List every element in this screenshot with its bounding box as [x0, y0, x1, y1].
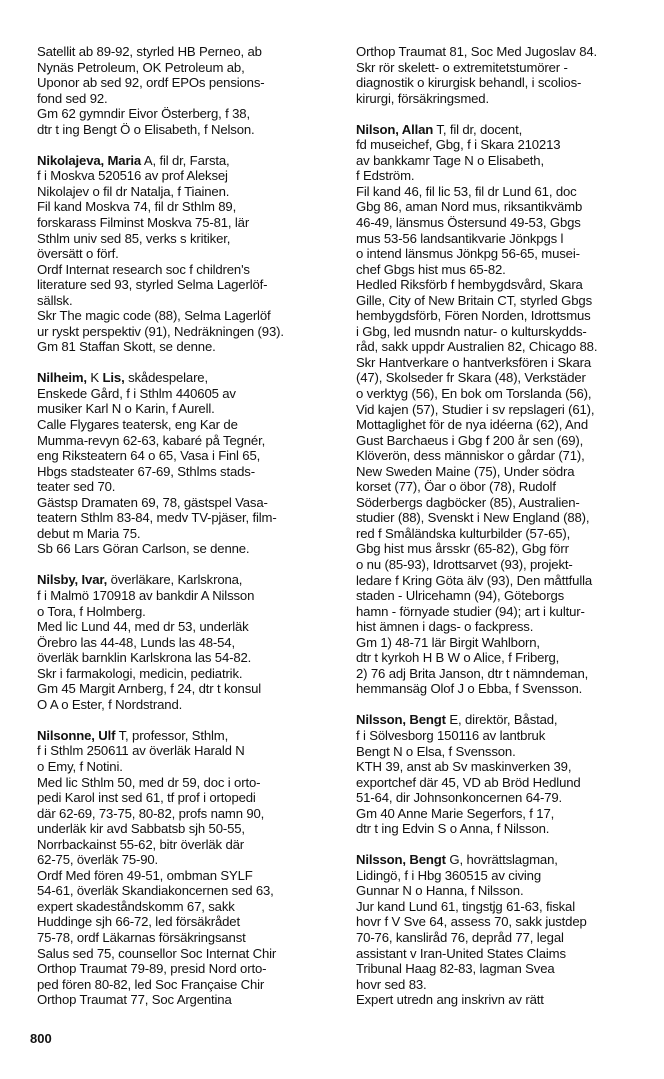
- entry-text-line: ped fören 80-82, led Soc Française Chir: [37, 976, 265, 992]
- entry-text-line: pedi Karol inst sed 61, tf prof i ortopedi: [37, 790, 256, 806]
- entry-lead-part: skådespelare,: [124, 370, 208, 386]
- entry-text-line: staden - Ulricehamn (94), Göteborgs: [356, 588, 565, 604]
- entry-text-line: Orthop Traumat 79-89, presid Nord orto-: [37, 961, 267, 977]
- entry-text-line: Mottaglighet för de nya idéerna (62), And: [356, 417, 588, 433]
- entry-text-line: Gille, City of New Britain CT, styrled Gbgs: [356, 292, 592, 308]
- entry-lead: K: [86, 370, 103, 386]
- entry-text-line: f i Moskva 520516 av prof Aleksej: [37, 168, 228, 184]
- entry-header-line: [356, 122, 656, 138]
- entry-text-line: o Emy, f Notini.: [37, 758, 123, 774]
- biography-entry: [37, 370, 329, 557]
- entry-text-line: Jur kand Lund 61, tingstjg 61-63, fiskal: [356, 898, 575, 914]
- entry-text-line: Fil kand 46, fil lic 53, fil dr Lund 61, doc: [356, 183, 577, 199]
- entry-text-line: Skr Hantverkare o hantverksfören i Skara: [356, 354, 592, 370]
- entry-text-line: Klöverön, dess människor o gårdar (71),: [356, 448, 585, 464]
- entry-text-line: Nikolajev o fil dr Natalja, f Tiainen.: [37, 183, 230, 199]
- entry-header-line: [356, 712, 656, 728]
- entry-text-line: assistant v Iran-United States Claims: [356, 945, 566, 961]
- entry-text-line: hemmansäg Olof J o Ebba, f Svensson.: [356, 681, 583, 697]
- entry-text-line: korset (77), Öar o öbor (78), Rudolf: [356, 479, 556, 495]
- entry-text-line: Ordf Internat research soc f children's: [37, 261, 250, 277]
- entry-text-line: Gm 81 Staffan Skott, se denne.: [37, 339, 216, 355]
- entry-text-line: Calle Flygares teatersk, eng Kar de: [37, 417, 238, 433]
- entry-text-line: 46-49, länsmus Östersund 49-53, Gbgs: [356, 214, 581, 230]
- entry-text-line: Orthop Traumat 81, Soc Med Jugoslav 84.: [356, 44, 598, 59]
- entry-text-line: Tribunal Haag 82-83, lagman Svea: [356, 961, 555, 977]
- entry-name: Nilsson, Bengt: [356, 712, 446, 728]
- entry-text-line: överläk barnklin Karlskrona las 54-82.: [37, 650, 252, 666]
- entry-name-part: Lis,: [102, 370, 125, 386]
- entry-header-line: [37, 153, 329, 169]
- entry-text-line: mus 53-56 landsantikvarie Jönkpgs l: [356, 230, 564, 246]
- entry-text-line: 51-64, dir Johnsonkoncernen 64-79.: [356, 790, 563, 806]
- entry-text-line: Gm 1) 48-71 lär Birgit Wahlborn,: [356, 634, 540, 650]
- entry-text-line: råd, sakk uppdr Australien 82, Chicago 88.: [356, 339, 598, 355]
- entry-text-line: New Sweden Maine (75), Under södra: [356, 463, 575, 479]
- entry-text-line: f i Sthlm 250611 av överläk Harald N: [37, 743, 245, 759]
- entry-text-line: Skr The magic code (88), Selma Lagerlöf: [37, 308, 271, 324]
- entry-text-line: teatern Sthlm 83-84, medv TV-pjäser, film-: [37, 510, 277, 526]
- entry-text-line: Satellit ab 89-92, styrled HB Perneo, ab: [37, 44, 262, 59]
- entry-text-line: 75-78, ordf Läkarnas försäkringsanst: [37, 929, 246, 945]
- entry-text-line: Ordf Med fören 49-51, ombman SYLF: [37, 867, 253, 883]
- entry-text-line: Skr rör skelett- o extremitetstumörer -: [356, 59, 568, 75]
- entry-name: Nilson, Allan: [356, 121, 434, 137]
- entry-header-line: [37, 572, 329, 588]
- entry-text-line: f Edström.: [356, 168, 415, 184]
- entry-text-line: (47), Skolseder fr Skara (48), Verkstäder: [356, 370, 586, 386]
- entry-text-line: översätt o förf.: [37, 246, 119, 262]
- entry-header-line: [356, 852, 656, 868]
- entry-text-line: Uponor ab sed 92, ordf EPOs pensions-: [37, 75, 265, 91]
- page-number: 800: [30, 1031, 52, 1046]
- entry-text-line: dtr t ing Edvin S o Anna, f Nilsson.: [356, 821, 550, 837]
- entry-text-line: o Tora, f Holmberg.: [37, 603, 146, 619]
- entry-text-line: 2) 76 adj Brita Janson, dtr t nämndeman,: [356, 665, 589, 681]
- entry-text-line: musiker Karl N o Karin, f Aurell.: [37, 401, 215, 417]
- entry-text-line: ur ryskt perspektiv (91), Nedräkningen (93).: [37, 323, 284, 339]
- entry-text-line: debut m Maria 75.: [37, 525, 141, 541]
- entry-text-line: f i Sölvesborg 150116 av lantbruk: [356, 727, 546, 743]
- entry-lead: T, fil dr, docent,: [433, 121, 523, 137]
- entry-text-line: o nu (85-93), Idrottsarvet (93), projekt-: [356, 557, 573, 572]
- entry-text-line: literature sed 93, styrled Selma Lagerlöf-: [37, 277, 268, 293]
- entry-continuation: [37, 44, 329, 137]
- entry-text-line: o verktyg (56), En bok om Torslanda (56),: [356, 385, 592, 401]
- entry-text-line: expert skadeståndskomm 67, sakk: [37, 898, 235, 914]
- entry-text-line: O A o Ester, f Nordstrand.: [37, 696, 183, 712]
- entry-text-line: Sthlm univ sed 85, verks s kritiker,: [37, 230, 231, 246]
- right-column: [356, 44, 656, 1023]
- entry-text-line: Med lic Sthlm 50, med dr 59, doc i orto-: [37, 774, 261, 790]
- entry-text-line: Gm 45 Margit Arnberg, f 24, dtr t konsul: [37, 681, 262, 697]
- entry-text-line: f i Malmö 170918 av bankdir A Nilsson: [37, 588, 255, 603]
- entry-lead: E, direktör, Båstad,: [445, 712, 558, 728]
- entry-header-line: [37, 728, 329, 744]
- biography-entry: [37, 572, 329, 712]
- entry-text-line: dtr t kyrkoh H B W o Alice, f Friberg,: [356, 650, 560, 666]
- entry-text-line: Gm 62 gymndir Eivor Österberg, f 38,: [37, 106, 250, 122]
- entry-header-line: [37, 370, 329, 386]
- entry-text-line: Expert utredn ang inskrivn av rätt: [356, 992, 544, 1008]
- entry-text-line: Nynäs Petroleum, OK Petroleum ab,: [37, 59, 245, 75]
- entry-text-line: Gbg 86, aman Nord mus, riksantikvämb: [356, 199, 583, 215]
- entry-text-line: chef Gbgs hist mus 65-82.: [356, 261, 506, 277]
- entry-text-line: 54-61, överläk Skandiakoncernen sed 63,: [37, 883, 274, 899]
- entry-text-line: Gm 40 Anne Marie Segerfors, f 17,: [356, 805, 555, 821]
- entry-text-line: KTH 39, anst ab Sv maskinverken 39,: [356, 759, 572, 775]
- entry-text-line: Gust Barchaeus i Gbg f 200 år sen (69),: [356, 432, 584, 448]
- entry-text-line: hamn - förnyade studier (94); art i kultur-: [356, 603, 585, 619]
- entry-text-line: forskarass Filminst Moskva 75-81, lär: [37, 214, 250, 230]
- entry-lead: T, professor, Sthlm,: [115, 727, 229, 743]
- entry-text-line: Bengt N o Elsa, f Svensson.: [356, 743, 516, 759]
- entry-text-line: fd museichef, Gbg, f i Skara 210213: [356, 137, 561, 153]
- entry-text-line: Norrbackainst 55-62, bitr överläk där: [37, 836, 244, 852]
- entry-text-line: eng Riksteatern 64 o 65, Vasa i Finl 65,: [37, 448, 261, 464]
- left-column: [37, 44, 329, 1023]
- biography-entry: [37, 153, 329, 355]
- entry-text-line: Gästsp Dramaten 69, 78, gästspel Vasa-: [37, 494, 268, 510]
- entry-text-line: Enskede Gård, f i Sthlm 440605 av: [37, 385, 236, 401]
- entry-text-line: teater sed 70.: [37, 479, 116, 495]
- entry-text-line: Gbg hist mus årsskr (65-82), Gbg förr: [356, 541, 569, 557]
- entry-text-line: studier (88), Svenskt i New England (88),: [356, 510, 590, 526]
- entry-continuation: [356, 44, 656, 106]
- entry-text-line: diagnostik o kirurgisk behandl, i scolios-: [356, 75, 582, 91]
- entry-text-line: där 62-69, 73-75, 80-82, profs namn 90,: [37, 805, 265, 821]
- entry-lead: G, hovrättslagman,: [445, 852, 558, 868]
- entry-text-line: Örebro las 44-48, Lunds las 48-54,: [37, 634, 235, 650]
- entry-text-line: Söderbergs dagböcker (85), Australien-: [356, 494, 580, 510]
- entry-text-line: underläk kir avd Sabbatsb sjh 50-55,: [37, 821, 245, 837]
- entry-text-line: hembygdsförb, Fören Norden, Idrottsmus: [356, 308, 591, 324]
- biography-entry: [356, 712, 656, 836]
- entry-lead: A, fil dr, Farsta,: [141, 152, 230, 168]
- entry-text-line: Fil kand Moskva 74, fil dr Sthlm 89,: [37, 199, 237, 215]
- entry-name: Nilheim,: [37, 370, 87, 386]
- entry-text-line: Sb 66 Lars Göran Carlson, se denne.: [37, 541, 250, 557]
- entry-name: Nikolajeva, Maria: [37, 152, 142, 168]
- entry-text-line: dtr t ing Bengt Ö o Elisabeth, f Nelson.: [37, 121, 255, 137]
- biography-entry: [37, 728, 329, 1008]
- entry-lead: överläkare, Karlskrona,: [107, 572, 243, 588]
- entry-text-line: Med lic Lund 44, med dr 53, underläk: [37, 619, 249, 635]
- biography-entry: [356, 122, 656, 697]
- entry-text-line: Lidingö, f i Hbg 360515 av civing: [356, 867, 541, 883]
- entry-text-line: exportchef där 45, VD ab Bröd Hedlund: [356, 774, 581, 790]
- entry-text-line: Hedled Riksförb f hembygdsvård, Skara: [356, 277, 583, 293]
- entry-name: Nilsson, Bengt: [356, 852, 446, 868]
- entry-text-line: hovr sed 83.: [356, 976, 427, 992]
- entry-text-line: 70-76, kansliråd 76, depråd 77, legal: [356, 930, 564, 946]
- entry-text-line: 62-75, överläk 75-90.: [37, 852, 159, 868]
- entry-text-line: sällsk.: [37, 292, 73, 308]
- entry-text-line: fond sed 92.: [37, 90, 108, 106]
- entry-text-line: hovr f V Sve 64, assess 70, sakk justdep: [356, 914, 587, 930]
- entry-text-line: av bankkamr Tage N o Elisabeth,: [356, 152, 544, 168]
- entry-text-line: i Gbg, led musndn natur- o kulturskydds-: [356, 323, 587, 339]
- entry-text-line: Huddinge sjh 66-72, led försäkrådet: [37, 914, 240, 930]
- entry-name: Nilsonne, Ulf: [37, 727, 116, 743]
- entry-text-line: Salus sed 75, counsellor Soc Internat Chir: [37, 945, 277, 961]
- entry-text-line: Orthop Traumat 77, Soc Argentina: [37, 992, 232, 1008]
- entry-text-line: o intend länsmus Jönkpg 56-65, musei-: [356, 246, 580, 262]
- entry-text-line: red f Småländska kulturbilder (57-65),: [356, 525, 571, 541]
- entry-text-line: Gunnar N o Hanna, f Nilsson.: [356, 883, 524, 899]
- entry-name: Nilsby, Ivar,: [37, 572, 108, 588]
- entry-text-line: kirurgi, försäkringsmed.: [356, 90, 489, 106]
- entry-text-line: Skr i farmakologi, medicin, pediatrik.: [37, 665, 243, 681]
- entry-text-line: ledare f Kring Göta älv (93), Den måttfulla: [356, 572, 593, 588]
- entry-text-line: Vid kajen (57), Studier i sv repslageri (61),: [356, 401, 595, 417]
- entry-text-line: hist ämnen i dags- o fackpress.: [356, 619, 534, 635]
- entry-text-line: Hbgs stadsteater 67-69, Sthlms stads-: [37, 463, 255, 479]
- entry-text-line: Mumma-revyn 62-63, kabaré på Tegnér,: [37, 432, 266, 448]
- biography-entry: [356, 852, 656, 1007]
